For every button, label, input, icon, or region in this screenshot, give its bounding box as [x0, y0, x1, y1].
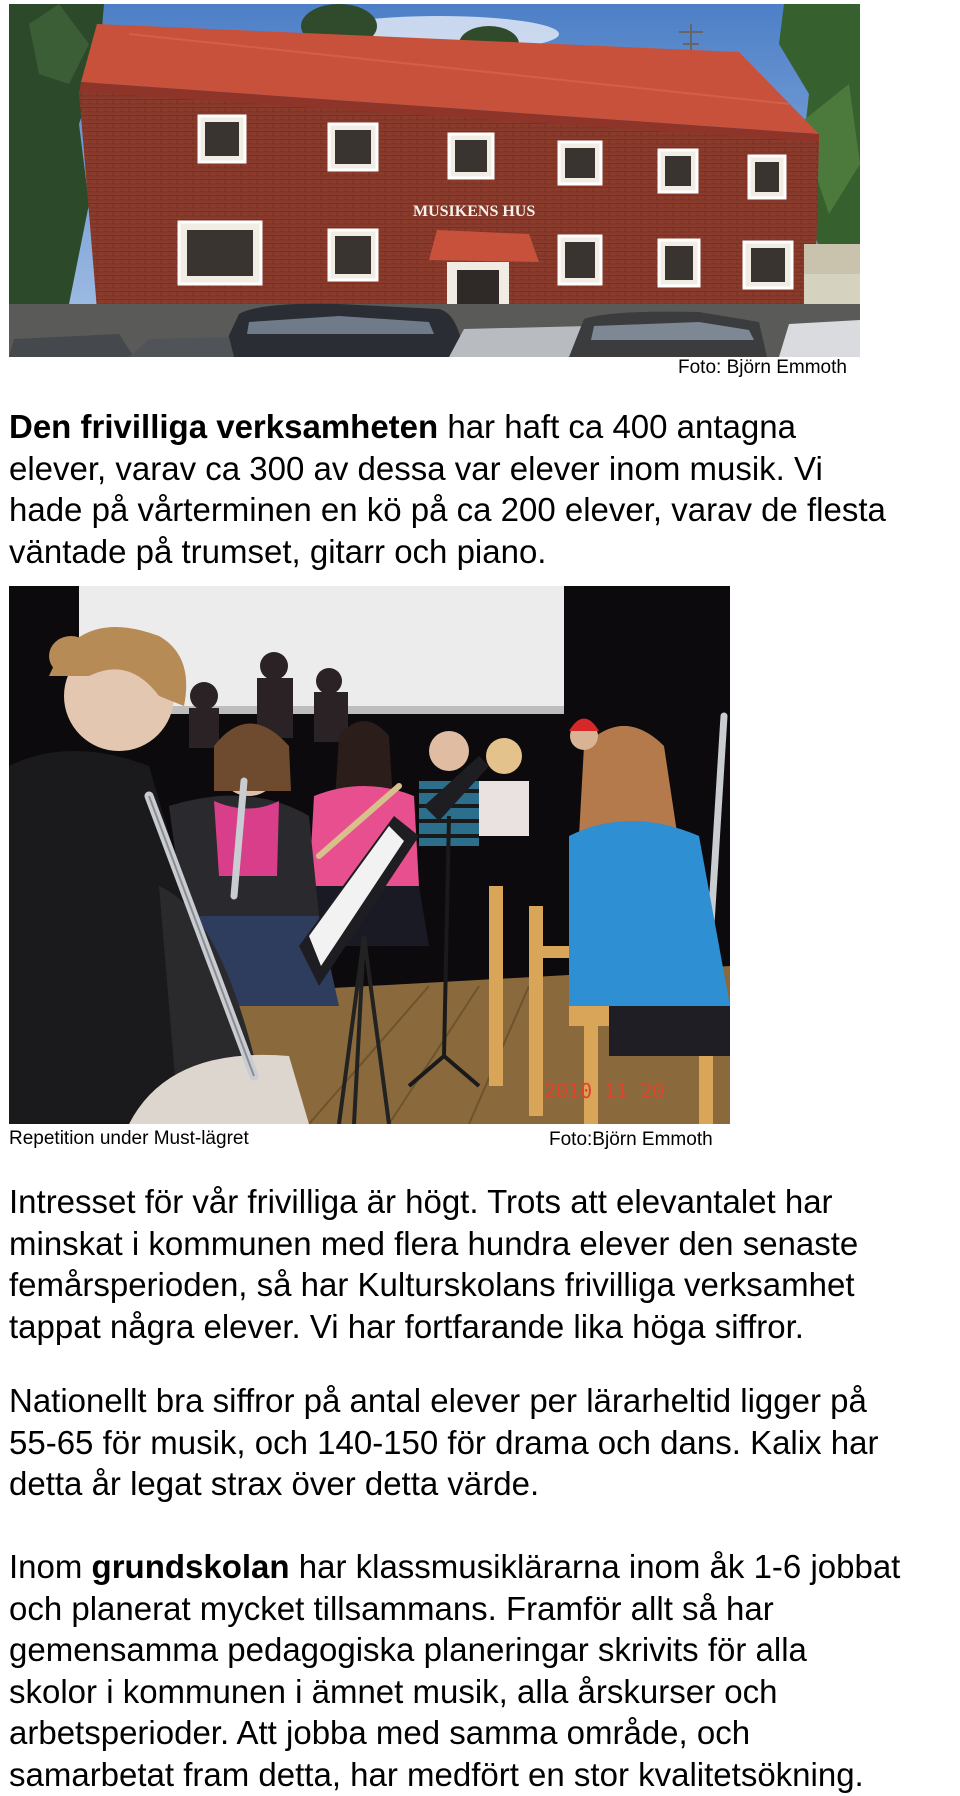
paragraph-4-line-1: Inom grundskolan har klassmusiklärarna inom åk 1-6 jobbat [9, 1548, 901, 1585]
building-photo-credit: Foto: Björn Emmoth [678, 357, 847, 378]
paragraph-1-line-3: hade på vårterminen en kö på ca 200 elever, varav de flesta [9, 491, 886, 528]
paragraph-1-line-2: elever, varav ca 300 av dessa var elever inom musik. Vi [9, 449, 823, 487]
building-sign-text: MUSIKENS HUS [413, 203, 536, 220]
paragraph-4-line-3: gemensamma pedagogiska planeringar skrivits för alla [9, 1631, 807, 1668]
paragraph-4-line-2: och planerat mycket tillsammans. Framför allt så har [9, 1589, 774, 1627]
paragraph-primary-school [9, 1546, 959, 1795]
paragraph-2-line-1: Intresset för vår frivilliga är högt. Trots att elevantalet har [9, 1183, 833, 1220]
building-photo-art [9, 4, 860, 357]
paragraph-4-line-4: skolor i kommunen i ämnet musik, alla årskurser och [9, 1672, 778, 1710]
paragraph-2-line-4: tappat några elever. Vi har fortfarande lika höga siffror. [9, 1307, 804, 1345]
paragraph-national-figures [9, 1380, 959, 1505]
paragraph-volunteer-activity [9, 406, 959, 572]
rehearsal-photo-art [9, 586, 730, 1124]
rehearsal-photo-credit: Foto:Björn Emmoth [549, 1129, 713, 1150]
paragraph-3-line-3: detta år legat strax över detta värde. [9, 1465, 540, 1502]
paragraph-2-line-3: femårsperioden, så har Kulturskolans frivilliga verksamhet [9, 1266, 855, 1303]
paragraph-4-line-6: samarbetat fram detta, har medfört en stor kvalitetsökning. [9, 1755, 864, 1793]
rehearsal-photo-caption: Repetition under Must-lägret [9, 1128, 249, 1149]
paragraph-1-line-1: Den frivilliga verksamheten har haft ca 400 antagna [9, 408, 796, 445]
building-photo [9, 4, 860, 357]
paragraph-3-line-1: Nationellt bra siffror på antal elever per lärarheltid ligger på [9, 1382, 867, 1419]
photo-date-stamp: 2010 11 20 [544, 1079, 665, 1103]
rehearsal-photo [9, 586, 730, 1124]
lead-bold-text: Den frivilliga verksamheten [9, 408, 439, 445]
paragraph-2-line-2: minskat i kommunen med flera hundra elever den senaste [9, 1224, 859, 1262]
paragraph-4-line-5: arbetsperioder. Att jobba med samma område, och [9, 1714, 751, 1751]
paragraph-3-line-2: 55-65 för musik, och 140-150 för drama och dans. Kalix har [9, 1423, 879, 1461]
paragraph-1-line-4: väntade på trumset, gitarr och piano. [9, 532, 547, 570]
paragraph-interest [9, 1181, 959, 1347]
bold-grundskolan: grundskolan [91, 1548, 290, 1585]
